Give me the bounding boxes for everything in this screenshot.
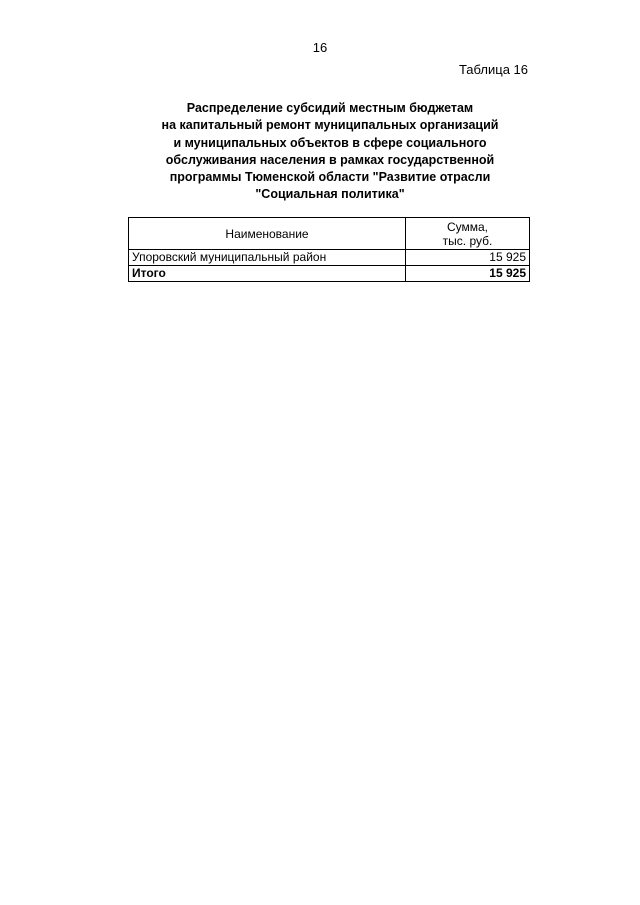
title-line: программы Тюменской области "Развитие отрасли (169, 170, 491, 185)
title-line: Распределение субсидий местным бюджетам (186, 101, 474, 115)
column-header-sum-line2: тыс. руб. (442, 233, 493, 248)
total-sum-cell: 15 925 (406, 266, 530, 282)
row-name-cell: Упоровский муниципальный район (129, 250, 406, 266)
table-label: Таблица 16 (458, 62, 528, 77)
title-line: на капитальный ремонт муниципальных организаций (161, 118, 499, 133)
column-header-name: Наименование (129, 218, 406, 250)
page-number: 16 (312, 40, 328, 55)
table-header-row (129, 218, 530, 250)
column-header-sum-line1: Сумма, (446, 219, 489, 234)
column-header-sum (406, 218, 530, 250)
title-line: "Социальная политика" (255, 187, 405, 202)
table-row (129, 250, 530, 266)
total-name-cell: Итого (129, 266, 406, 282)
document-title (120, 100, 540, 204)
subsidy-table (128, 217, 530, 282)
title-line: обслуживания населения в рамках государственной (165, 152, 495, 167)
total-row (129, 266, 530, 282)
title-line: и муниципальных объектов в сфере социального (173, 135, 487, 150)
row-sum-cell: 15 925 (406, 250, 530, 266)
